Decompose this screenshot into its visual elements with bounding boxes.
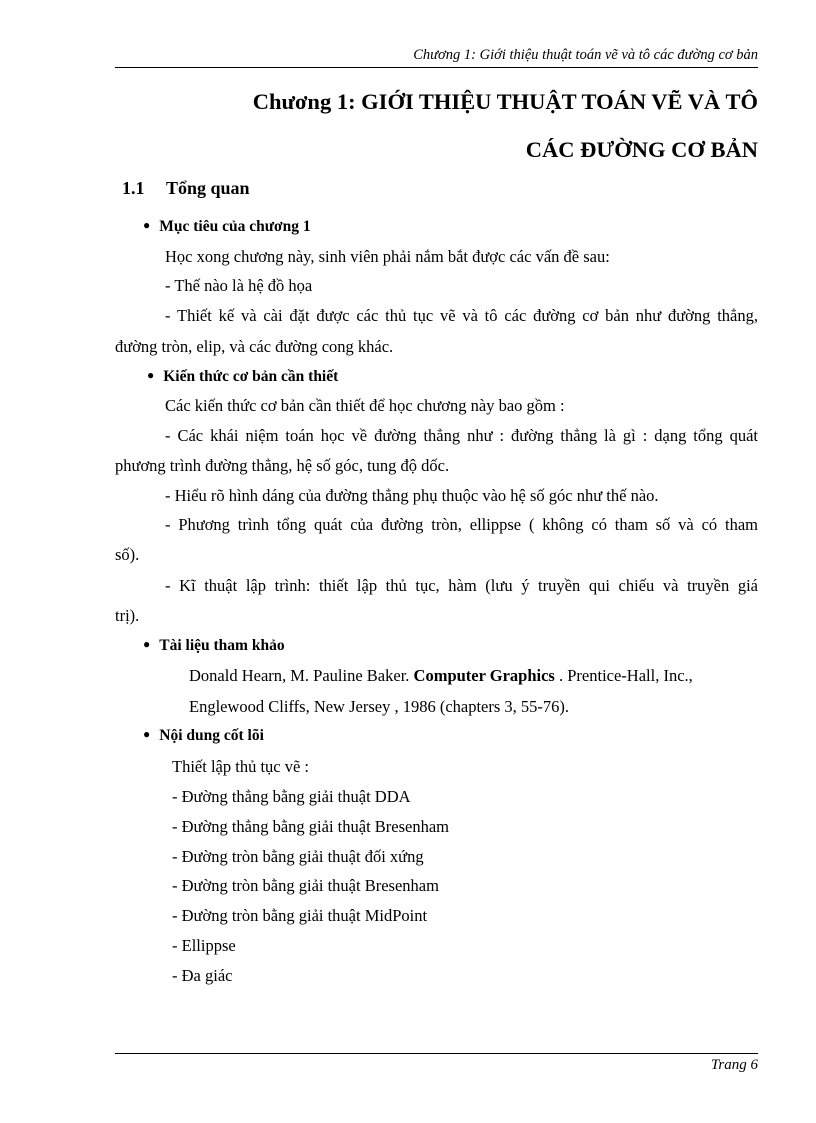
page-number: Trang 6 [710, 1057, 758, 1073]
chapter-title-line-2: CÁC ĐƯỜNG CƠ BẢN [525, 137, 758, 162]
section-number: 1.1 [122, 178, 145, 198]
objectives-item-2-line-1: - Thiết kế và cài đặt được các thủ tục vẽ và tô các đường cơ bản như đường thẳng, [165, 306, 758, 325]
prerequisites-item-3-line-1: - Phương trình tổng quát của đường tròn, ellippse ( không có tham số và có tham [165, 515, 758, 534]
core-content-item: - Đường thẳng bằng giải thuật Bresenham [172, 817, 450, 836]
prerequisites-item-2: - Hiểu rõ hình dáng của đường thẳng phụ thuộc vào hệ số góc như thế nào. [165, 486, 659, 505]
core-content-item: - Đa giác [172, 966, 233, 985]
chapter-title-line-1: Chương 1: GIỚI THIỆU THUẬT TOÁN VẼ VÀ TÔ [252, 89, 758, 114]
objectives-item-2-line-2: đường tròn, elip, và các đường cong khác. [115, 337, 394, 356]
section-title: Tổng quan [166, 178, 250, 198]
prerequisites-item-4-line-2: trị). [115, 606, 140, 625]
reference-authors: Donald Hearn, M. Pauline Baker. [189, 666, 414, 685]
references-heading-text: Tài liệu tham khảo [159, 637, 285, 654]
core-content-heading-text: Nội dung cốt lõi [159, 727, 264, 744]
bullet-icon: ● [143, 727, 151, 741]
prerequisites-item-1-line-2: phương trình đường thẳng, hệ số góc, tung độ dốc. [115, 456, 450, 475]
prerequisites-heading [147, 368, 338, 386]
footer-rule [115, 1053, 758, 1054]
reference-citation-line-1 [189, 666, 693, 686]
core-content-item: - Ellippse [172, 936, 236, 955]
reference-book-title: Computer Graphics [413, 666, 555, 685]
section-heading [122, 178, 250, 199]
objectives-heading-text: Mục tiêu của chương 1 [159, 218, 311, 235]
core-content-item: - Đường thẳng bằng giải thuật DDA [172, 787, 411, 806]
bullet-icon: ● [143, 637, 151, 651]
bullet-icon: ● [143, 218, 151, 232]
objectives-item-1: - Thế nào là hệ đồ họa [165, 276, 313, 295]
prerequisites-item-1-line-1: - Các khái niệm toán học về đường thẳng như : đường thẳng là gì : dạng tổng quát [165, 426, 758, 445]
prerequisites-item-3-line-2: số). [115, 545, 140, 564]
bullet-icon: ● [147, 368, 155, 382]
core-content-heading [143, 727, 264, 745]
core-content-item: - Đường tròn bằng giải thuật đối xứng [172, 847, 424, 866]
prerequisites-item-4-line-1: - Kĩ thuật lập trình: thiết lập thủ tục, hàm (lưu ý truyền qui chiếu và truyền giá [165, 576, 758, 595]
running-header: Chương 1: Giới thiệu thuật toán vẽ và tô các đường cơ bản [413, 47, 758, 63]
objectives-intro: Học xong chương này, sinh viên phải nắm bắt được các vấn đề sau: [165, 247, 610, 266]
reference-citation-line-2: Englewood Cliffs, New Jersey , 1986 (chapters 3, 55-76). [189, 697, 570, 716]
core-content-intro: Thiết lập thủ tục vẽ : [172, 757, 310, 776]
core-content-item: - Đường tròn bằng giải thuật Bresenham [172, 876, 439, 895]
references-heading [143, 637, 285, 655]
prerequisites-intro: Các kiến thức cơ bản cần thiết để học chương này bao gồm : [165, 396, 565, 415]
prerequisites-heading-text: Kiến thức cơ bản cần thiết [163, 368, 339, 385]
reference-publisher: . Prentice-Hall, Inc., [554, 666, 693, 685]
header-rule [115, 67, 758, 68]
core-content-item: - Đường tròn bằng giải thuật MidPoint [172, 906, 428, 925]
objectives-heading [143, 218, 311, 236]
